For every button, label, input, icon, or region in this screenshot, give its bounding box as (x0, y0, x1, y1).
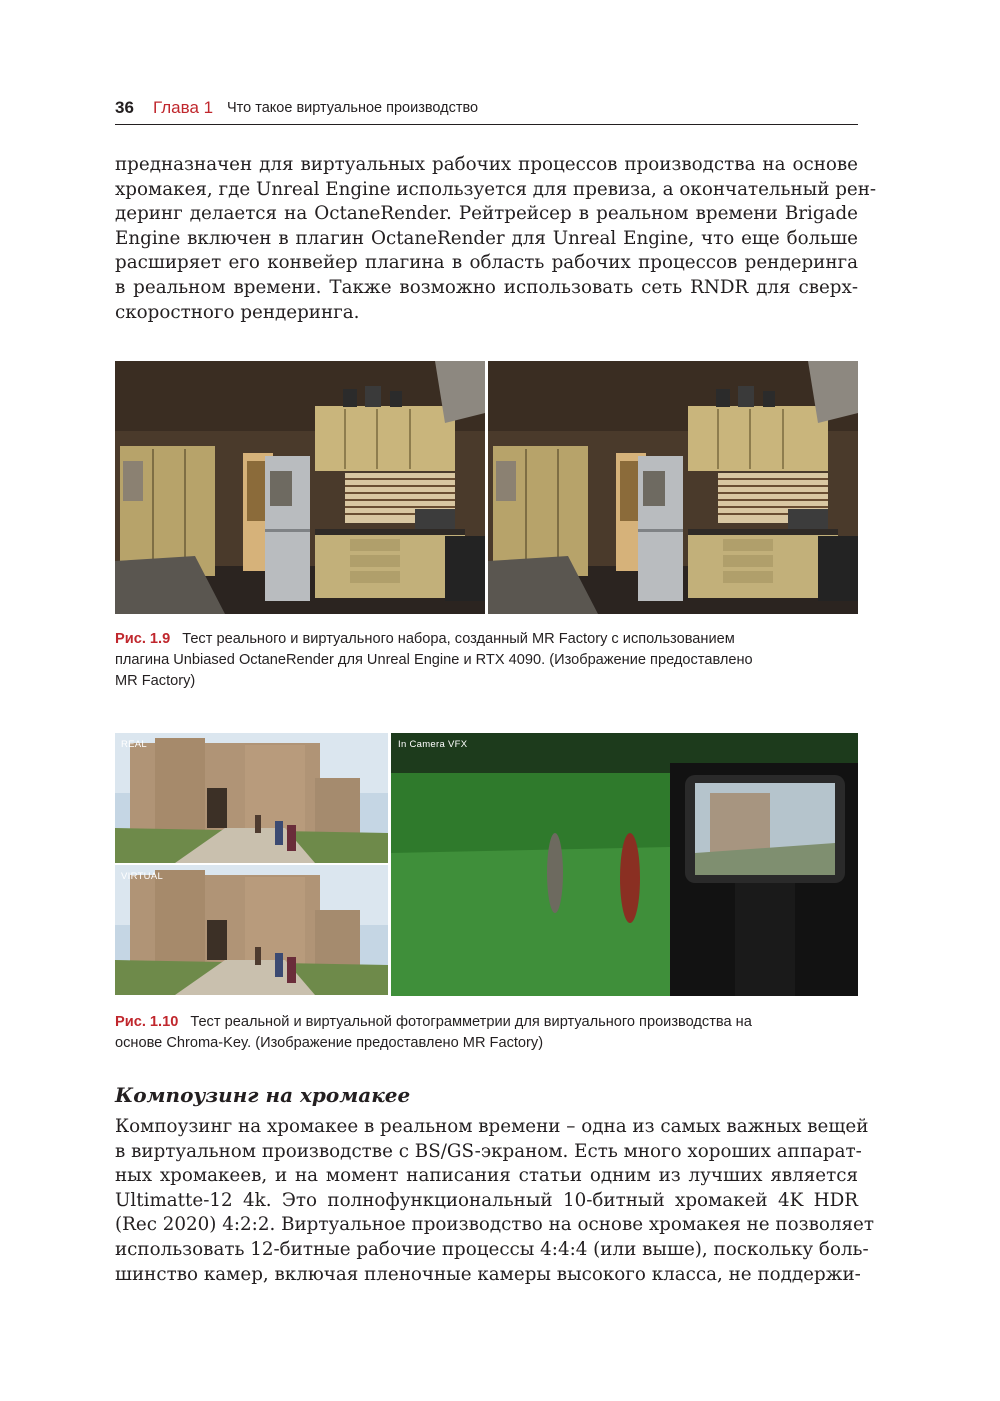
text-line: использовать 12-битные рабочие процессы 4:4:4 (или выше), поскольку боль- (115, 1238, 869, 1260)
text-line: Компоузинг на хромакее в реальном времени – одна из самых важных вещей (115, 1116, 869, 1137)
caption-text: плагина Unbiased OctaneRender для Unreal Engine и RTX 4090. (Изображение предоставлено (115, 652, 753, 668)
text-line: в реальном времени. Также возможно использовать сеть RNDR для сверх- (115, 276, 858, 298)
caption-text: Тест реальной и виртуальной фотограмметрии для виртуального производства на (190, 1014, 752, 1030)
page-number: 36 (115, 98, 134, 117)
figure-label: Рис. 1.10 (115, 1014, 179, 1030)
caption-text: основе Chroma-Key. (Изображение предоставлено MR Factory) (115, 1035, 544, 1051)
text-line: шинство камер, включая пленочные камеры высокого класса, не поддержи- (115, 1263, 861, 1285)
text-line: деринг делается на OctaneRender. Рейтрейсер в реальном времени Brigade (115, 203, 858, 225)
figure-1-9-image (115, 361, 858, 614)
castle-scene (115, 733, 388, 863)
body-paragraph-1 (115, 153, 877, 325)
figure-1-10-image (115, 733, 858, 996)
caption-text: Тест реального и виртуального набора, созданный MR Factory с использованием (182, 631, 735, 647)
figure-1-9-caption (115, 629, 858, 692)
body-paragraph-2 (115, 1115, 874, 1287)
chapter-title: Что такое виртуальное производство (227, 100, 479, 116)
text-line: скоростного рендеринга. (115, 301, 360, 323)
text-line: предназначен для виртуальных рабочих процессов производства на основе (115, 154, 858, 175)
figure-1-10-caption (115, 1012, 858, 1054)
text-line: расширяет его конвейер плагина в область рабочих процессов рендеринга (115, 252, 858, 274)
text-line: в виртуальном производстве с BS/GS-экраном. Есть много хороших аппарат- (115, 1140, 862, 1162)
chapter-label: Глава 1 (153, 98, 214, 117)
text-line: хромакея, где Unreal Engine используется для превиза, а окончательный рен- (115, 178, 877, 200)
real-tag: REAL (121, 739, 148, 750)
figure-label: Рис. 1.9 (115, 631, 171, 647)
caption-text: MR Factory) (115, 673, 196, 689)
running-header (115, 96, 858, 125)
text-line: ных хромакеев, и на момент написания статьи одним из лучших является (115, 1165, 858, 1187)
kitchen-scene-real (115, 361, 485, 614)
kitchen-comparison-photo (115, 361, 858, 614)
text-line: (Rec 2020) 4:2:2. Виртуальное производство на основе хромакея не позволяет (115, 1214, 874, 1236)
in-camera-vfx-tag: In Camera VFX (398, 739, 468, 750)
virtual-tag: VIRTUAL (121, 871, 164, 882)
section-heading: Компоузинг на хромакее (115, 1083, 411, 1107)
text-line: Ultimatte-12 4k. Это полнофункциональный 10-битный хромакей 4K HDR (115, 1189, 858, 1211)
chroma-key-comparison-photo (115, 733, 858, 996)
text-line: Engine включен в плагин OctaneRender для Unreal Engine, что еще больше (115, 227, 858, 249)
